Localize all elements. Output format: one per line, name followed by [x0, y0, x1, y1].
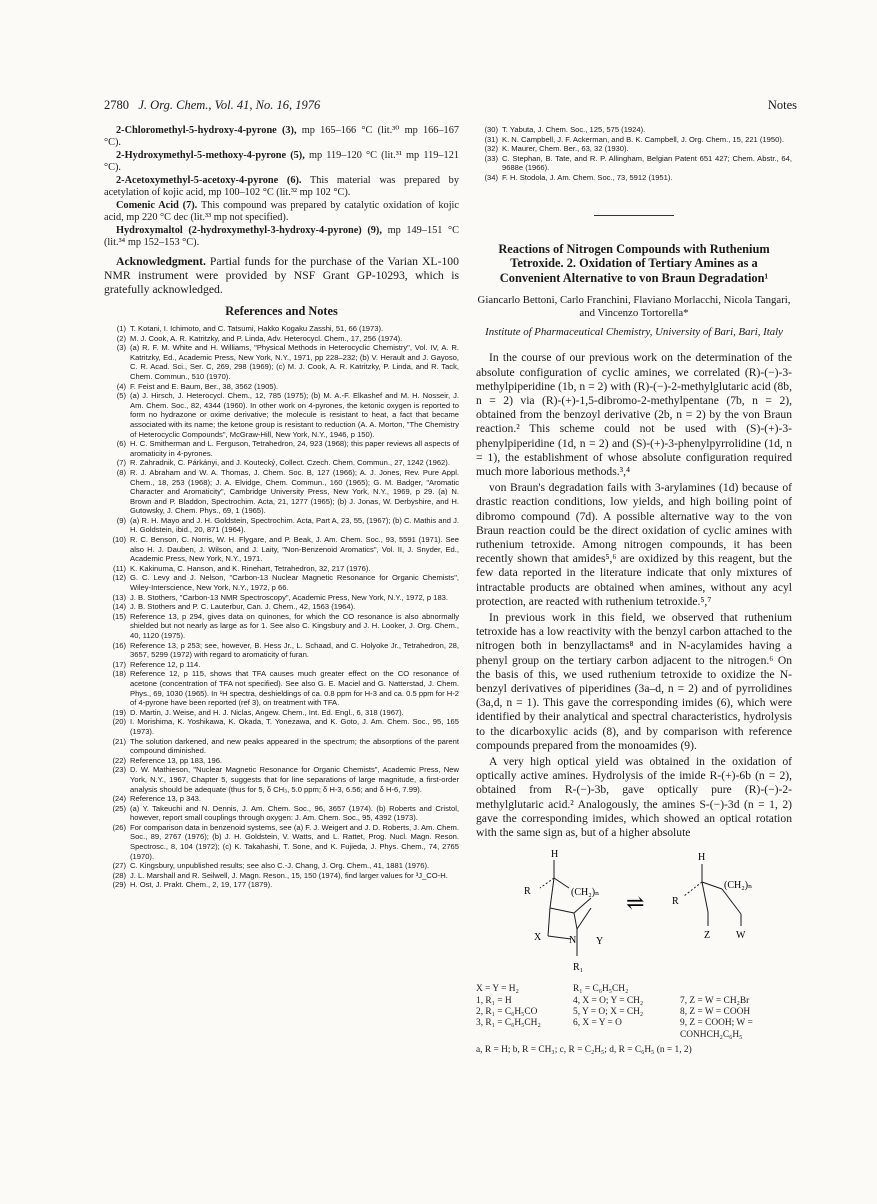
compound-list: [104, 125, 459, 249]
reference-text: (a) R. H. Mayo and J. H. Goldstein, Spectrochim. Acta, Part A, 23, 55, (1967); (b) C. Mathis and J. H. Goldstein, ibid., 20, 871 (1964).: [130, 515, 459, 535]
acknowledgment: [104, 255, 459, 297]
equilibrium-arrow: ⇌: [626, 890, 645, 916]
reference-text: J. L. Marshall and R. Seilwell, J. Magn. Reson., 15, 150 (1974), find larger values for ³J_CO-H.: [130, 870, 448, 880]
left-ring-bonds: [540, 860, 591, 956]
reaction-scheme: [476, 846, 792, 984]
reference-text: D. Martin, J. Weise, and H. J. Niclas, Angew. Chem., Int. Ed. Engl., 6, 318 (1967).: [130, 707, 404, 717]
reference-number: (9): [116, 515, 126, 525]
reference-number: (16): [112, 640, 126, 650]
compound-name: Comenic Acid (7).: [116, 200, 198, 211]
reference-item: [104, 861, 459, 871]
label-r-right: R: [672, 896, 679, 908]
reference-item: [104, 468, 459, 516]
running-header: [104, 98, 797, 116]
reference-text: R. Zahradnik, C. Párkányi, and J. Koutecký, Collect. Czech. Chem. Commun., 27, 1242 (1962).: [130, 458, 450, 468]
references-heading: References and Notes: [225, 304, 338, 318]
reference-item: [104, 804, 459, 823]
reference-number: (23): [112, 765, 126, 775]
label-w: W: [736, 930, 746, 942]
reference-item: [104, 765, 459, 794]
reference-item: [104, 382, 459, 392]
reference-item: [476, 135, 792, 145]
label-r-left: R: [524, 886, 531, 898]
reference-text: R. C. Benson, C. Norris, W. H. Flygare, and P. Beak, J. Am. Chem. Soc., 93, 5591 (1971). See also H. J. Dauben, J. Wilson, and J. Laity, "Non-Benzenoid Aromatics", Vol. II, J. Snyder, Ed., Academic Press, New York, N.Y., 1971.: [130, 535, 459, 564]
reference-number: (34): [484, 172, 498, 182]
reference-text: H. Ost, J. Prakt. Chem., 2, 19, 177 (1879).: [130, 880, 273, 890]
section-name: Notes: [767, 98, 797, 112]
reference-text: Reference 13, p 294, gives data on quinones, for which the CO resonance is also abnormally shielded but not nearly as large as for 1. See also C. Kingsbury and J. H. Looker, J. Org. Chem., 40, 1120 (1975).: [130, 611, 459, 640]
reference-number: (27): [112, 861, 126, 871]
reference-number: (11): [113, 563, 126, 573]
reference-text: Reference 13, p 253; see, however, B. Hess Jr., L. Schaad, and C. Holyoke Jr., Tetrahedron, 28, 3657, 5299 (1972) with regard to aromaticity of furan.: [130, 640, 459, 660]
label-h-right: H: [698, 852, 706, 864]
right-column: [476, 125, 792, 1055]
label-x: X: [534, 932, 542, 944]
body-paragraph: In the course of our previous work on the determination of the absolute configuration of cyclic amines, we correlated (R)-(−)-3-methylpiperidine (1b, n = 2) with (R)-(−)-2-methylglutaric acid (8b, n = 2) via (R)-(+)-1,5-dibromo-2-methylpentane (7b, n = 2), obtained from the benzoyl derivative (2b, n = 2) by the von Braun reaction.² This scheme could not be used with (S)-(+)-3-phenylpiperidine (1d, n = 2) and (S)-(+)-3-phenylpyrrolidine (1d, n = 1), the establishment of whose absolute configuration required much more laborious methods.³,⁴: [476, 351, 792, 478]
reference-item: [476, 173, 792, 183]
reference-number: (22): [112, 755, 126, 765]
legend-cell: [573, 1030, 680, 1041]
reference-item: [104, 717, 459, 736]
reference-item: [104, 458, 459, 468]
reference-text: K. Maurer, Chem. Ber., 63, 32 (1930).: [502, 144, 629, 154]
legend-cell: 8, Z = W = COOH: [680, 1007, 751, 1018]
body-paragraph: In previous work in this field, we observed that ruthenium tetroxide has a low reactivity with the benzyl carbon attached to the nitrogen both in benzyllactams⁸ and in N-acylamides having a phenyl group on the tertiary carbon adjacent to the nitrogen.⁶ On the basis of this, we used ruthenium tetroxide to oxidize the N-benzyl derivatives of piperidines (3a–d, n = 2) and of pyrrolidines (3a,d, n = 1). This gave the corresponding imides (6), which were identified by their analytical and spectral characteristics, hydrolysis to the dicarboxylic acids (8), and by comparison with reference compounds prepared from the monoamides (9).: [476, 611, 792, 752]
reference-number: (20): [112, 717, 126, 727]
references-list-right: [476, 125, 792, 183]
reference-number: (19): [112, 707, 126, 717]
reference-text: T. Kotani, I. Ichimoto, and C. Tatsumi, Hakko Kogaku Zasshi, 51, 66 (1973).: [130, 324, 384, 333]
label-n: N: [569, 935, 577, 947]
compound-text: This material was prepared by acetylation of kojic acid, mp 100–102 °C (lit.³² mp 102 °C).: [104, 175, 459, 198]
label-ch2n-right: (CH₂)ₙ: [724, 880, 753, 892]
reference-number: (32): [484, 144, 498, 154]
body-paragraph: A very high optical yield was obtained in the oxidation of optically active amines. Hydrolysis of the imide R-(+)-6b (n = 2), obtained from R-(−)-3b, gave optically pure (R)-(−)-2-methylglutaric acid.² Analogously, the amines S-(−)-3d (n = 1, 2) gave the corresponding imides, which showed an optical rotation with the same sign as, but of a higher absolute: [476, 755, 792, 840]
reference-number: (31): [484, 134, 498, 144]
legend-row: [476, 996, 792, 1007]
reference-number: (29): [112, 880, 126, 890]
legend-cell: CONHCH₂C₆H₅: [680, 1029, 743, 1040]
reference-text: M. J. Cook, A. R. Katritzky, and P. Linda, Adv. Heterocycl. Chem., 17, 256 (1974).: [130, 333, 403, 343]
reference-item: [104, 573, 459, 592]
reference-number: (5): [116, 391, 126, 401]
reference-number: (24): [112, 794, 126, 804]
compound-entry: [104, 125, 459, 149]
legend-cell: 1, R₁ = H: [476, 995, 512, 1006]
reference-text: (a) Y. Takeuchi and N. Dennis, J. Am. Chem. Soc., 96, 3657 (1974). (b) Roberts and Cristol, however, report small couplings through oxygen: J. Am. Chem. Soc., 95, 4392 (1973).: [130, 803, 459, 823]
acknowledgment-text: Partial funds for the purchase of the Varian XL-100 NMR instrument were provided by NSF Grant GP-10293, which is gratefully acknowledged.: [104, 255, 459, 296]
reference-text: Reference 12, p 114.: [130, 659, 201, 669]
reference-text: For comparison data in benzenoid systems, see (a) F. J. Weigert and J. D. Roberts, J. Am. Chem. Soc., 89, 2767 (1976); (b) J. H. Goldstein, V. Watts, and L. Rattet, Prog. Nucl. Magn. Reson. Spectrosc., 8, 104 (1972); (c) K. Takahashi, T. Sone, and K. Fujieda, J. Phys. Chem., 74, 2765 (1970).: [130, 822, 459, 861]
article-title: Reactions of Nitrogen Compounds with Ruthenium Tetroxide. 2. Oxidation of Tertiary Amines as a Convenient Alternative to von Braun Degradation¹: [498, 241, 770, 285]
reference-text: Reference 12, p 115, shows that TFA causes much greater effect on the CO resonance of acetone (concentration of TFA not specified). See also G. E. Maciel and G. Natterstad, J. Chem. Phys., 69, 1030 (1965). In ¹H spectra, deshieldings of ca. 0.8 ppm for H-3 and ca. 0.5 ppm for H-2 of 4-pyrone have been reported (ref 3), on treatment with TFA.: [130, 669, 459, 708]
legend-cell: [476, 1030, 573, 1041]
compound-name: 2-Hydroxymethyl-5-methoxy-4-pyrone (5),: [116, 150, 305, 161]
compound-entry: [104, 225, 459, 249]
header-left: [104, 98, 320, 113]
reference-text: R. J. Abraham and W. A. Thomas, J. Chem. Soc. B, 127 (1966); A. J. Jones, Rev. Pure Appl. Chem., 18, 253 (1968); J. A. Elvidge, Chem. Commun., 160 (1965); G. M. Badger, "Aromatic Character and Aromaticity", Cambridge University Press, New York, N.Y., 1969, p 29. (a) N. Brown and P. Bladdon, Spectrochim. Acta, 21, 1277 (1965); (b) J. Jonas, W. Derbyshire, and H. Gutowsky, J. Chem. Phys., 69, 1 (1965).: [130, 467, 459, 516]
reference-item: [104, 324, 459, 334]
reference-text: Reference 13, pp 183, 196.: [130, 755, 223, 765]
legend-cell: 6, X = Y = O: [573, 1018, 622, 1029]
reference-number: (3): [116, 343, 126, 353]
section-divider: [594, 215, 674, 216]
reference-number: (4): [116, 381, 126, 391]
reference-number: (13): [112, 592, 126, 602]
reference-number: (2): [116, 333, 126, 343]
reference-item: [476, 125, 792, 135]
reference-text: T. Yabuta, J. Chem. Soc., 125, 575 (1924).: [502, 125, 646, 134]
reference-item: [104, 880, 459, 890]
legend-cell: [680, 984, 792, 995]
reference-text: C. Kingsbury, unpublished results; see also C.-J. Chang, J. Org. Chem., 41, 1881 (1976).: [130, 861, 430, 871]
compound-entry: [104, 150, 459, 174]
legend-cell: 9, Z = COOH; W =: [680, 1018, 753, 1029]
reference-number: (8): [116, 467, 126, 477]
compound-entry: [104, 175, 459, 199]
reference-text: F. H. Stodola, J. Am. Chem. Soc., 73, 5912 (1951).: [502, 172, 673, 182]
reference-text: C. Stephan, B. Tate, and R. P. Allingham, Belgian Patent 651 427; Chem. Abstr., 64, 9688e (1966).: [502, 153, 792, 173]
reference-text: (a) J. Hirsch, J. Heterocycl. Chem., 12, 785 (1975); (b) M. A.-F. Elkashef and M. H. Nosseir, J. Am. Chem. Soc., 82, 4344 (1960). In other work on 4-pyrones, the ketonic oxygen is reported to form no hydrazone or oxime derivative; the molecule is resistant to heat, a fact that became associated with its name; the ketone group is resistant to reduction (A. A. Morton, "The Chemistry of Heterocyclic Compounds", McGraw-Hill, New York, N.Y., 1946, p 150).: [130, 391, 459, 439]
reference-text: Reference 13, p 343.: [130, 794, 201, 804]
reference-text: F. Feist and E. Baum, Ber., 38, 3562 (1905).: [130, 381, 279, 391]
legend-cell: 2, R₁ = C₆H₅CO: [476, 1007, 538, 1018]
compound-text: mp 165–166 °C (lit.³⁰ mp 166–167 °C).: [104, 125, 459, 148]
reference-text: D. W. Mathieson, "Nuclear Magnetic Resonance for Organic Chemists", Academic Press, New York, N.Y., 1967, Chapter 5, suggests that for line separations of large magnitude, a first-order analysis should be adequate (thus for 5, δ CH₃, 5.0 ppm; δ H-3, 6.56; and δ H-6, 7.99).: [130, 765, 459, 794]
reference-item: [104, 593, 459, 603]
reference-item: [104, 612, 459, 641]
reference-number: (17): [112, 659, 126, 669]
reference-text: K. Kakinuma, C. Hanson, and K. Rinehart, Tetrahedron, 32, 217 (1976).: [130, 563, 371, 573]
legend-cell: 3, R₁ = C₆H₅CH₂: [476, 1018, 541, 1029]
legend-cell: R₁ = C₆H₅CH₂: [573, 984, 629, 995]
reference-item: [104, 334, 459, 344]
reference-text: H. C. Smitherman and L. Ferguson, Tetrahedron, 24, 923 (1968); this paper reviews all aspects of aromaticity in 4-pyrones.: [130, 439, 459, 458]
reference-text: J. B. Stothers, "Carbon-13 NMR Spectroscopy", Academic Press, New York, N.Y., 1972, p 183.: [130, 592, 449, 602]
reference-text: J. B. Stothers and P. C. Lauterbur, Can. J. Chem., 42, 1563 (1964).: [130, 602, 356, 612]
reference-number: (1): [116, 324, 126, 333]
reference-item: [104, 564, 459, 574]
reference-item: [476, 144, 792, 154]
reference-number: (7): [116, 458, 126, 468]
article-affiliation: Institute of Pharmaceutical Chemistry, University of Bari, Bari, Italy: [485, 326, 783, 339]
reference-item: [104, 641, 459, 660]
reference-item: [104, 737, 459, 756]
reference-number: (18): [112, 669, 126, 679]
reference-item: [104, 660, 459, 670]
compound-entry: [104, 200, 459, 224]
reference-item: [104, 794, 459, 804]
journal-citation: J. Org. Chem., Vol. 41, No. 16, 1976: [138, 98, 321, 112]
reference-item: [476, 154, 792, 173]
label-h-left: H: [551, 849, 559, 861]
references-list-left: [104, 324, 459, 890]
label-ch2n-left: (CH₂)ₙ: [571, 887, 600, 899]
reference-item: [104, 343, 459, 381]
reference-number: (12): [112, 573, 126, 583]
reference-number: (33): [484, 153, 498, 163]
reference-item: [104, 602, 459, 612]
scheme-structures: [476, 846, 792, 984]
acknowledgment-label: Acknowledgment.: [116, 255, 206, 268]
right-chain-bonds: [684, 864, 741, 926]
reference-item: [104, 756, 459, 766]
reference-item: [104, 708, 459, 718]
legend-cell: 7, Z = W = CH₂Br: [680, 995, 750, 1006]
legend-row: [476, 1030, 792, 1041]
page-number: 2780: [104, 98, 129, 112]
reference-number: (14): [112, 602, 126, 612]
label-y: Y: [596, 936, 604, 948]
legend-cell: 4, X = O; Y = CH₂: [573, 995, 644, 1006]
label-z: Z: [704, 930, 711, 942]
compound-text: mp 119–120 °C (lit.³¹ mp 119–121 °C).: [104, 150, 459, 173]
compound-text: mp 149–151 °C (lit.³⁴ mp 152–153 °C).: [104, 225, 460, 248]
legend-cell: X = Y = H₂: [476, 984, 519, 995]
reference-number: (28): [112, 870, 126, 880]
legend-row: [476, 1018, 792, 1029]
legend-row: [476, 1007, 792, 1018]
reference-item: [104, 669, 459, 707]
reference-text: G. C. Levy and J. Nelson, "Carbon-13 Nuclear Magnetic Resonance for Organic Chemists", Wiley-Interscience, New York, N.Y., 1972, p 66.: [130, 573, 459, 593]
body-paragraph: von Braun's degradation fails with 3-arylamines (1d) because of drastic reaction conditions, low yields, and high boiling point of dibromo compound (7d). A possible alternative way to the von Braun reaction could be the direct oxidation of cyclic amines with ruthenium tetroxide. Among nitrogen compounds, it has been recently shown that amides⁵,⁶ are oxidized by this reagent, but the few data reported in the literature indicate that only mixtures of intractable products are obtained when amines, without any acyl protection, are reacted with ruthenium tetroxide.⁵,⁷: [476, 481, 792, 608]
scheme-footnote: a, R = H; b, R = CH₃; c, R = C₂H₅; d, R = C₆H₅ (n = 1, 2): [476, 1045, 692, 1056]
reference-item: [104, 391, 459, 439]
legend-row: [476, 984, 792, 995]
reference-text: (a) R. F. M. White and H. Williams, "Physical Methods in Heterocyclic Chemistry", Vol. IV, A. R. Katritzky, Ed., Academic Press, New York, N.Y., 1971, pp 228–232; (b) V. Herault and J. Gayoso, C. R. Acad. Sci., Ser. C, 269, 298 (1969); (c) M. J. Cook, A. R. Katritzky, P. Linda, and R. Tack, Chem. Commun., 510 (1970).: [130, 343, 459, 381]
reference-number: (26): [112, 822, 126, 832]
compound-name: 2-Acetoxymethyl-5-acetoxy-4-pyrone (6).: [116, 175, 302, 186]
compound-legend: [476, 984, 792, 1041]
reference-number: (15): [112, 611, 126, 621]
reference-item: [104, 535, 459, 564]
reference-number: (21): [112, 736, 126, 746]
article-authors: Giancarlo Bettoni, Carlo Franchini, Flaviano Morlacchi, Nicola Tangari, and Vincenzo Tortorella*: [477, 294, 791, 320]
reference-number: (25): [112, 803, 126, 813]
reference-number: (6): [116, 439, 126, 449]
legend-cell: 5, Y = O; X = CH₂: [573, 1007, 644, 1018]
reference-item: [104, 823, 459, 861]
reference-number: (30): [484, 125, 498, 134]
reference-item: [104, 439, 459, 458]
label-r1: R₁: [573, 962, 584, 974]
left-column: [104, 125, 459, 890]
reference-text: The solution darkened, and new peaks appeared in the spectrum; the absorptions of the parent compound diminished.: [130, 736, 459, 756]
reference-number: (10): [112, 535, 126, 545]
compound-name: 2-Chloromethyl-5-hydroxy-4-pyrone (3),: [116, 125, 297, 136]
compound-name: Hydroxymaltol (2-hydroxymethyl-3-hydroxy-4-pyrone) (9),: [116, 225, 382, 236]
compound-text: This compound was prepared by catalytic oxidation of kojic acid, mp 220 °C dec (lit.³³ mp not specified).: [104, 200, 459, 223]
reference-text: I. Morishima, K. Yoshikawa, K. Okada, T. Yonezawa, and K. Goto, J. Am. Chem. Soc., 95, 165 (1973).: [130, 717, 459, 736]
reference-item: [104, 871, 459, 881]
reference-item: [104, 516, 459, 535]
reference-text: K. N. Campbell, J. F. Ackerman, and B. K. Campbell, J. Org. Chem., 15, 221 (1950).: [502, 134, 784, 144]
